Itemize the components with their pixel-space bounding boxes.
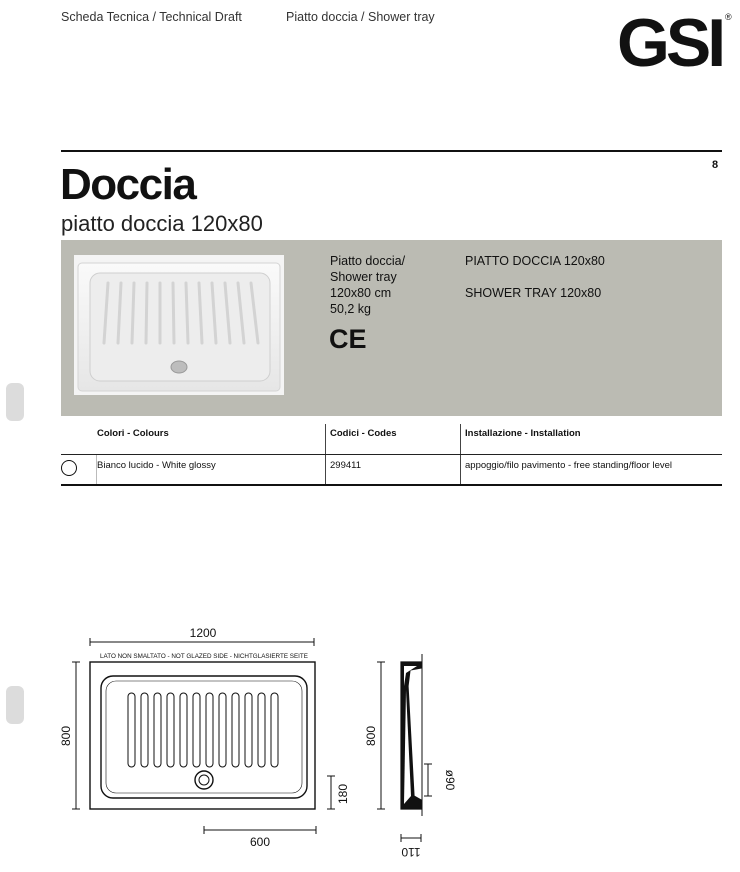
col-header-colours: Colori - Colours — [97, 428, 169, 439]
plan-view — [90, 662, 315, 809]
dim-depth — [401, 834, 421, 842]
page-number: 8 — [712, 159, 719, 171]
desc-line: 50,2 kg — [330, 302, 372, 316]
registered-mark: ® — [725, 12, 732, 22]
code-line: PIATTO DOCCIA 120x80 — [465, 254, 605, 268]
header-product-type: Piatto doccia / Shower tray — [286, 10, 435, 24]
product-title: Doccia — [60, 160, 196, 209]
top-rule — [61, 150, 722, 152]
desc-line: Piatto doccia/ — [330, 254, 406, 268]
section-view — [401, 654, 422, 816]
dim-drain-x-label: 600 — [249, 835, 271, 849]
logo-text: GSI — [617, 6, 723, 72]
dim-drain-diameter-label: ø90 — [443, 769, 457, 791]
dim-drain-diameter — [424, 764, 432, 796]
colour-name: Bianco lucido - White glossy — [97, 460, 216, 471]
colour-swatch — [61, 460, 77, 476]
side-scroll-tab[interactable] — [6, 383, 24, 421]
product-subtitle: piatto doccia 120x80 — [61, 211, 263, 236]
product-description — [330, 253, 405, 317]
product-codes — [465, 253, 605, 301]
not-glazed-note: LATO NON SMALTATO - NOT GLAZED SIDE - NICHTGLASIERTE SEITE — [100, 653, 308, 660]
ce-mark-text: CE — [329, 324, 367, 352]
dim-height-label: 800 — [59, 725, 73, 747]
dim-drain-x — [204, 826, 316, 834]
dim-height — [72, 662, 80, 809]
dim-depth-label: 110 — [401, 845, 421, 859]
dim-drain-y-label: 180 — [336, 783, 350, 805]
table-header — [61, 424, 722, 455]
header-doc-type: Scheda Tecnica / Technical Draft — [61, 10, 242, 24]
plan-drain-icon — [195, 771, 213, 789]
code-line: SHOWER TRAY 120x80 — [465, 286, 602, 300]
desc-line: 120x80 cm — [330, 286, 392, 300]
gsi-logo — [617, 6, 735, 72]
product-photo — [74, 255, 284, 395]
dim-side-height — [377, 662, 385, 809]
desc-line: Shower tray — [330, 270, 397, 284]
plan-grooves — [128, 693, 278, 767]
ce-mark-icon — [329, 324, 367, 352]
dim-side-height-label: 800 — [364, 725, 378, 747]
dim-width-label: 1200 — [189, 626, 217, 640]
technical-drawing — [0, 560, 740, 872]
col-header-installation: Installazione - Installation — [465, 428, 581, 439]
col-header-codes: Codici - Codes — [330, 428, 397, 439]
product-info-band — [61, 240, 722, 416]
product-code: 299411 — [330, 460, 361, 471]
dim-drain-y — [327, 776, 335, 809]
installation-type: appoggio/filo pavimento - free standing/floor level — [465, 460, 673, 471]
table-row — [61, 455, 722, 486]
